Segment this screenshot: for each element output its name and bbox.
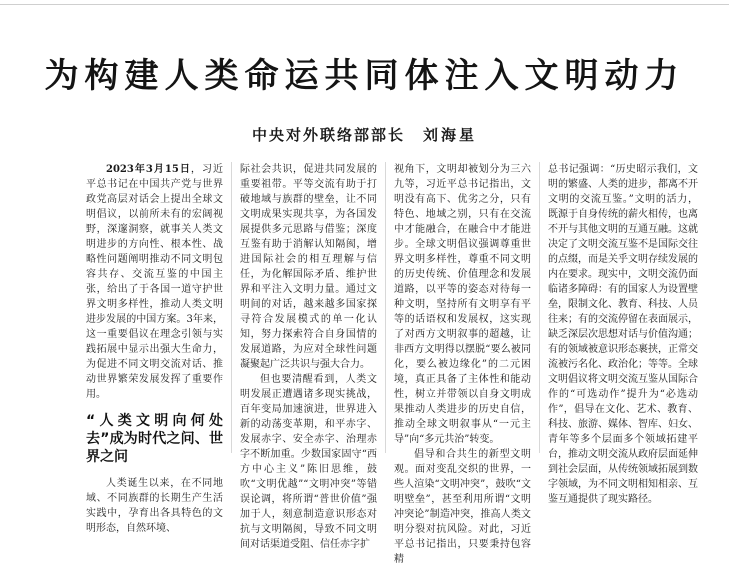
column-4-paragraph-1: 总书记强调：“历史昭示我们，文明的繁盛、人类的进步，都离不开文明的交流互鉴。”文明的活力，既源于自身传统的薪火相传，也离不开与其他文明的互通互融。这就决定了文明交流互鉴不是国际交往的点缀，而是关乎文明存续发展的内在要求。现实中，文明交流仍面临诸多障碍：有的国家人为设置壁垒，限制文化、教育、科技、人员往来；有的交流停留在表面展示，缺乏深层次思想对话与价值沟通；有的领域被意识形态裹挟，正常交流被污名化、政治化；等等。全球文明倡议将文明交流互鉴从国际合作的“可选动作”提升为“必选动作”，倡导在文化、艺术、教育、科技、旅游、媒体、智库、妇女、青年等多个层面多个领域拓建平台，推动文明交流从政府层面延伸到社会层面，从传统领域拓展到数字领域，为不同文明相知相亲、互鉴互通提供了现实路径。	[548, 164, 698, 505]
column-4	[548, 162, 698, 505]
column-1	[86, 162, 223, 534]
lead-date: 2023年3月15日	[106, 164, 191, 175]
column-divider	[539, 162, 540, 453]
lead-paragraph	[86, 162, 223, 402]
section-subhead: “人类文明向何处去”成为时代之问、世界之问	[86, 413, 223, 465]
lead-text: ，习近平总书记在中国共产党与世界政党高层对话会上提出全球文明倡议，以前所未有的宏阔视野，深邃洞察，就事关人类文明进步的方向性、根本性、战略性问题阐明推动不同文明包容共存、交流互鉴的中国主张，给出了于各国一道守护世界文明多样性，推动人类文明进步发展的中国方案。3年来，这一重要倡议在理念引领与实践拓展中显示出强大生命力，为促进不同文明交流对话、推动世界繁荣发展发挥了重要作用。	[86, 164, 223, 400]
column-3	[394, 162, 531, 565]
byline-org: 中央对外联络部部长	[251, 126, 405, 144]
article-headline: 为构建人类命运共同体注入文明动力	[44, 56, 685, 96]
byline	[0, 124, 729, 145]
column-1-paragraph-2: 人类诞生以来，在不同地域、不同族群的长期生产生活实践中，孕育出各具特色的文明形态，自然环境、	[86, 478, 223, 534]
byline-author: 刘海星	[423, 126, 478, 144]
column-divider	[231, 162, 232, 453]
column-3-paragraph-2: 倡导和合共生的新型文明观。面对变乱交织的世界，一些人渲染“文明冲突”，鼓吹“文明壁垒”，甚至利用所谓“文明冲突论”制造冲突，推高人类文明分裂对抗风险。对此，习近平总书记指出，只要秉持包容精	[394, 449, 531, 565]
column-2-paragraph-2: 但也要清醒看到，人类文明发展正遭遇诸多现实挑战，百年变局加速演进，世界进入新的动荡变革期，和平赤字、发展赤字、安全赤字、治理赤字不断加重。少数国家固守“西方中心主义”陈旧思维，鼓吹“文明优越”“文明冲突”等错误论调，将所谓“普世价值”强加于人，刻意制造意识形态对抗与文明隔阂，导致不同文明间对话渠道受阻、信任赤字扩	[240, 374, 377, 550]
article-body	[86, 162, 714, 565]
column-2	[240, 162, 377, 550]
column-2-paragraph-1: 际社会共识，促进共同发展的重要祖带。平等交流有助于打破地域与族群的壁垒，让不同文明成果实现共享，为各国发展提供多元思路与借鉴；深度互鉴有助于消解认知隔阂，增进国际社会的相互理解与信任，为化解国际矛盾、维护世界和平注入文明力量。通过文明间的对话，越来越多国家探寻符合发展模式的单一化认知，努力探索符合自身国情的发展道路，为应对全球性问题凝聚起广泛共识与强大合力。	[240, 164, 377, 370]
column-3-paragraph-1: 视角下，文明却被划分为三六九等，习近平总书记指出，文明没有高下、优劣之分，只有特色、地域之别，只有在交流中才能融合，在融合中才能进步。全球文明倡议强调尊重世界文明多样性，尊重不同文明的历史传统、价值理念和发展道路，以平等的姿态对待每一种文明，坚持所有文明享有平等的话语权和发展权，这实现了对西方文明叙事的超越，让非西方文明得以摆脱“要么被同化，要么被边缘化”的二元困境，真正具备了主体性和能动性，树立并带领以自身文明成果推动人类进步的历史自信，推动全球文明叙事从“一元主导”向“多元共治”转变。	[394, 164, 531, 445]
column-divider	[385, 162, 386, 453]
page-top-rule	[0, 4, 729, 5]
